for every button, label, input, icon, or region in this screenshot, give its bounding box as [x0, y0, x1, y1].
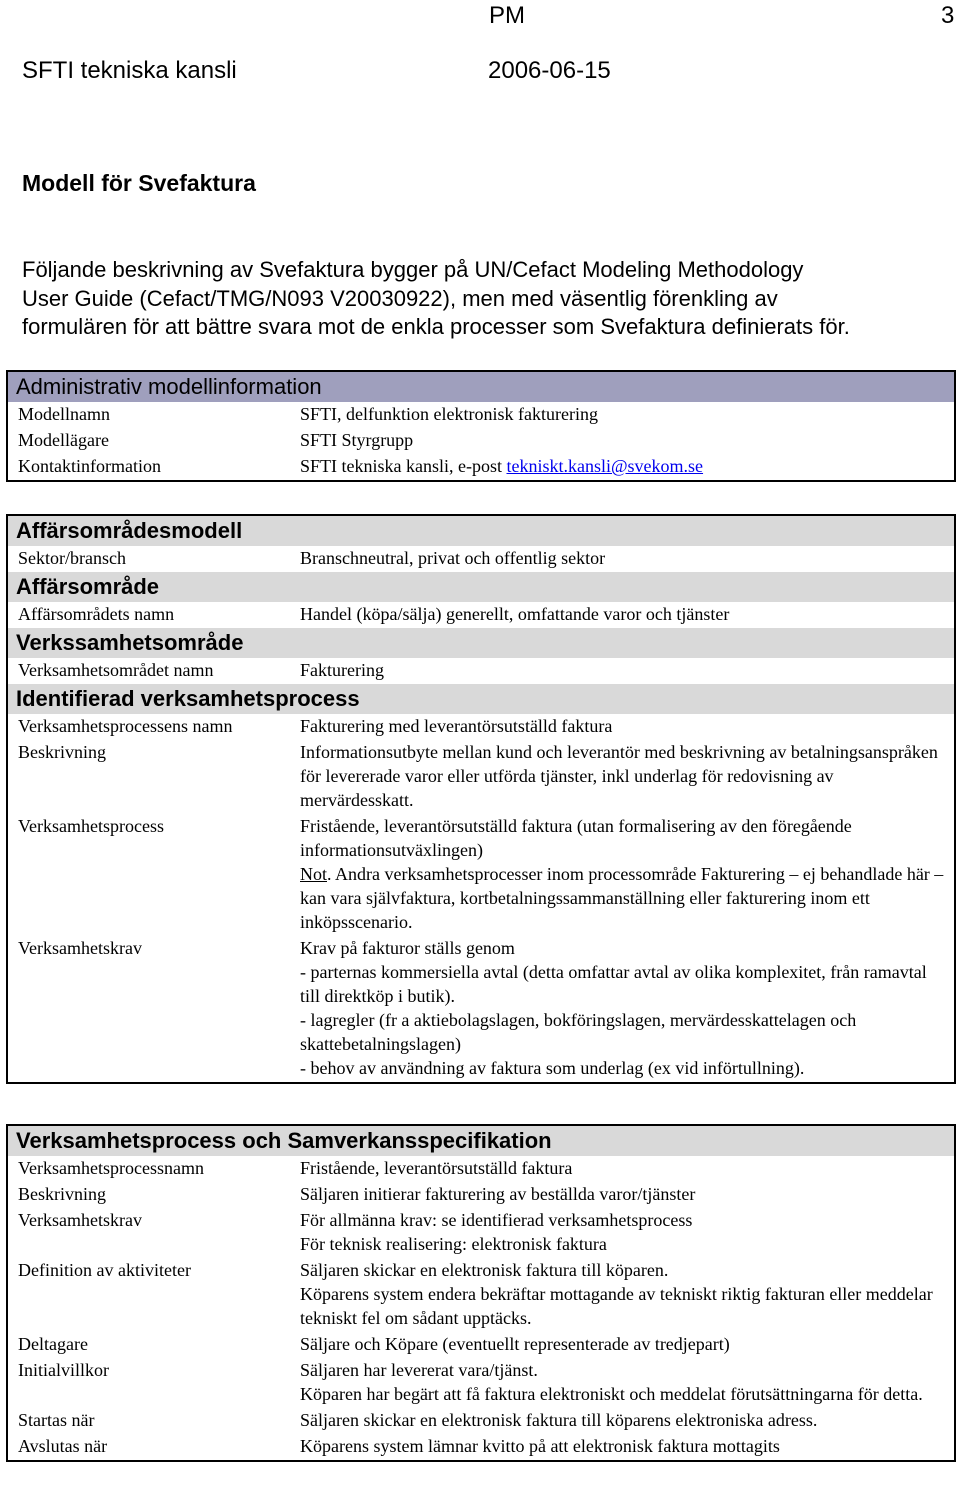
collab-row-line: Säljaren initierar fakturering av beställda varor/tjänster	[300, 1184, 696, 1204]
process-name-value: Fakturering med leverantörsutställd faktura	[300, 716, 613, 736]
activity-value: Fakturering	[300, 660, 384, 680]
model-name-label: Modellnamn	[18, 404, 110, 424]
area-heading: Affärsområde	[7, 572, 955, 602]
collab-row	[7, 1332, 955, 1358]
intro-line: Följande beskrivning av Svefaktura bygger på UN/Cefact Modeling Methodology	[22, 257, 804, 282]
requirements-line: - lagregler (fr a aktiebolagslagen, bokföringslagen, mervärdesskattelagen och skattebetalningslagen)	[300, 1010, 857, 1054]
collab-row	[7, 1208, 955, 1258]
process-note	[300, 862, 948, 934]
business-table	[6, 514, 956, 1084]
process-name-label: Verksamhetsprocessens namn	[18, 716, 233, 736]
collab-row-line: För teknisk realisering: elektronisk faktura	[300, 1234, 607, 1254]
header-date: 2006-06-15	[488, 57, 611, 84]
collab-row-line: För allmänna krav: se identifierad verksamhetsprocess	[300, 1210, 693, 1230]
collab-table	[6, 1124, 956, 1462]
collab-row-value	[296, 1182, 955, 1208]
intro-paragraph	[22, 256, 947, 342]
collab-row-label: Verksamhetskrav	[18, 1210, 142, 1230]
collab-row-value	[296, 1332, 955, 1358]
process-value-text: Fristående, leverantörsutställd faktura (utan formalisering av den föregående informationsutväxlingen)	[300, 816, 852, 860]
process-value	[296, 814, 955, 936]
collab-row-label: Avslutas när	[18, 1436, 108, 1456]
collab-row-value	[296, 1434, 955, 1461]
intro-line: formulären för att bättre svara mot de enkla processer som Svefaktura definierats för.	[22, 314, 850, 339]
note-word: Not	[300, 864, 327, 884]
header-org: SFTI tekniska kansli	[22, 57, 237, 84]
collab-row-label: Startas när	[18, 1410, 95, 1430]
contact-text: SFTI tekniska kansli, e-post	[300, 456, 507, 476]
requirements-label: Verksamhetskrav	[18, 938, 142, 958]
requirements-value	[296, 936, 955, 1083]
collab-row-value	[296, 1156, 955, 1182]
model-name-value: SFTI, delfunktion elektronisk fakturering	[300, 404, 598, 424]
collab-row-label: Definition av aktiviteter	[18, 1260, 191, 1280]
collab-row-label: Deltagare	[18, 1334, 88, 1354]
process-label: Verksamhetsprocess	[18, 816, 164, 836]
collab-row	[7, 1434, 955, 1461]
collab-row-value	[296, 1408, 955, 1434]
sector-value: Branschneutral, privat och offentlig sektor	[300, 548, 606, 568]
collab-heading: Verksamhetsprocess och Samverkansspecifikation	[7, 1125, 955, 1156]
collab-row-line: Säljaren skickar en elektronisk faktura till köparen.	[300, 1260, 669, 1280]
header-pm: PM	[489, 2, 525, 29]
sector-label: Sektor/bransch	[18, 548, 126, 568]
collab-row-label: Initialvillkor	[18, 1360, 109, 1380]
collab-row-line: Säljare och Köpare (eventuellt representerade av tredjepart)	[300, 1334, 730, 1354]
requirements-line: - behov av användning av faktura som underlag (ex vid införtullning).	[300, 1058, 805, 1078]
contact-email-link[interactable]: tekniskt.kansli@svekom.se	[506, 456, 704, 476]
collab-row-value	[296, 1208, 955, 1258]
description-value: Informationsutbyte mellan kund och leverantör med beskrivning av betalningsanspråken för levererade varor eller utförda tjänster, inkl underlag för redovisning av mervärdesskatt.	[300, 742, 938, 810]
collab-row-line: Fristående, leverantörsutställd faktura	[300, 1158, 573, 1178]
contact-label: Kontaktinformation	[18, 456, 161, 476]
area-label: Affärsområdets namn	[18, 604, 175, 624]
intro-line: User Guide (Cefact/TMG/N093 V20030922), men med väsentlig förenkling av	[22, 285, 778, 311]
collab-row-value	[296, 1358, 955, 1408]
collab-row	[7, 1156, 955, 1182]
business-heading: Affärsområdesmodell	[7, 515, 955, 546]
collab-row-line: Säljaren har levererat vara/tjänst.	[300, 1360, 538, 1380]
collab-row-label: Beskrivning	[18, 1184, 106, 1204]
collab-row-line: Säljaren skickar en elektronisk faktura till köparens elektroniska adress.	[300, 1410, 818, 1430]
collab-row-value	[296, 1258, 955, 1332]
page-title: Modell för Svefaktura	[22, 170, 256, 196]
collab-row	[7, 1258, 955, 1332]
page-number: 3	[941, 2, 955, 29]
collab-row	[7, 1182, 955, 1208]
description-label: Beskrivning	[18, 742, 106, 762]
activity-heading: Verkssamhetsområde	[7, 628, 955, 658]
collab-row-label: Verksamhetsprocessnamn	[18, 1158, 204, 1178]
admin-table	[6, 370, 956, 482]
process-heading: Identifierad verksamhetsprocess	[7, 684, 955, 714]
requirements-line: Krav på fakturor ställs genom	[300, 938, 515, 958]
area-value: Handel (köpa/sälja) generellt, omfattande varor och tjänster	[300, 604, 730, 624]
collab-row-line: Köparens system lämnar kvitto på att elektronisk faktura mottagits	[300, 1436, 780, 1456]
owner-value: SFTI Styrgrupp	[300, 430, 414, 450]
requirements-line: - parternas kommersiella avtal (detta omfattar avtal av olika komplexitet, från ramavtal till direktköp i butik).	[300, 962, 927, 1006]
collab-row	[7, 1358, 955, 1408]
note-text: . Andra verksamhetsprocesser inom processområde Fakturering – ej behandlade här – kan vara självfaktura, kortbetalningssammanställning eller fakturering inom ett inköpsscenario.	[300, 864, 944, 932]
contact-value	[296, 454, 955, 481]
collab-row-line: Köparens system endera bekräftar mottagande av tekniskt riktig fakturan eller meddelar tekniskt fel om sådant upptäcks.	[300, 1284, 933, 1328]
owner-label: Modellägare	[18, 430, 109, 450]
collab-row-line: Köparen har begärt att få faktura elektroniskt och meddelat förutsättningarna för detta.	[300, 1384, 923, 1404]
collab-row	[7, 1408, 955, 1434]
collab-rows	[7, 1156, 955, 1461]
admin-heading: Administrativ modellinformation	[7, 371, 955, 402]
activity-label: Verksamhetsområdet namn	[18, 660, 214, 680]
